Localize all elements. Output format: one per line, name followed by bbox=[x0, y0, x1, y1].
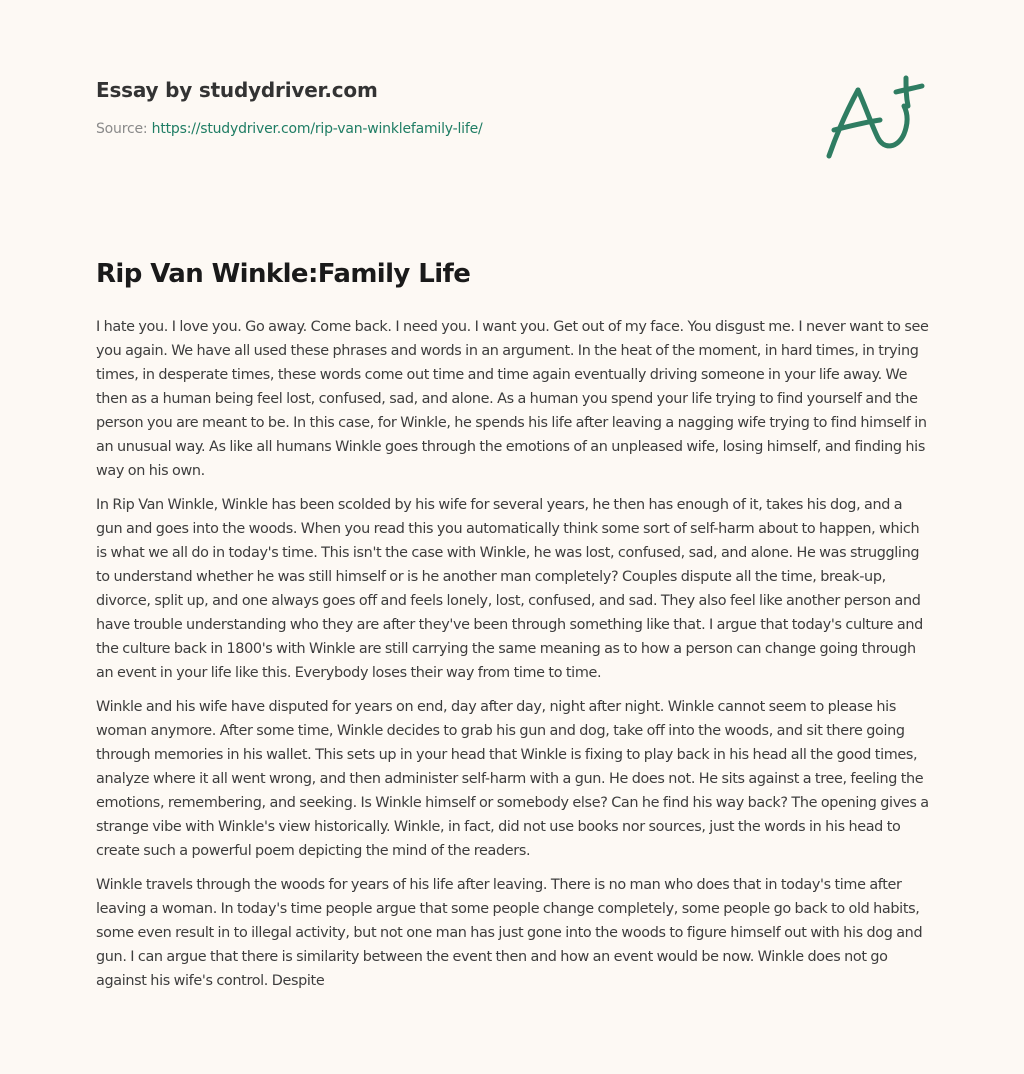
paragraph: Winkle travels through the woods for years of his life after leaving. There is no man who does that in today's time after leaving a woman. In today's time people argue that some people change completely, some people go back to old habits, some even result in to illegal activity, but not one man has just gone into the woods to figure himself out with his dog and gun. I can argue that there is similarity between the event then and how an event would be now. Winkle does not go against his wife's control. Despite bbox=[96, 877, 923, 989]
paragraph: Winkle and his wife have disputed for years on end, day after day, night after night. Winkle cannot seem to please his woman anymore. After some time, Winkle decides to grab his gun and dog, take off into the woods, and sit there going through memories in his wallet. This sets up in your head that Winkle is fixing to play back in his head all the good times, analyze where it all went wrong, and then administer self-harm with a gun. He does not. He sits against a tree, feeling the emotions, remembering, and seeking. Is Winkle himself or somebody else? Can he find his way back? The opening gives a strange vibe with Winkle's view historically. Winkle, in fact, did not use books nor sources, just the words in his head to create such a powerful poem depicting the mind of the readers. bbox=[96, 699, 929, 859]
article-body bbox=[96, 315, 932, 1003]
source-line bbox=[96, 120, 796, 138]
source-label: Source: bbox=[96, 121, 152, 137]
source-link[interactable]: https://studydriver.com/rip-van-winklefamily-life/ bbox=[151, 121, 483, 137]
paragraph: In Rip Van Winkle, Winkle has been scolded by his wife for several years, he then has enough of it, takes his dog, and a gun and goes into the woods. When you read this you automatically think some sort of self-harm about to happen, which is what we all do in today's time. This isn't the case with Winkle, he was lost, confused, sad, and alone. He was struggling to understand whether he was still himself or is he another man completely? Couples dispute all the time, break-up, divorce, split up, and one always goes off and feels lonely, lost, confused, and sad. They also feel like another person and have trouble understanding who they are after they've been through something like that. I argue that today's culture and the culture back in 1800's with Winkle are still carrying the same meaning as to how a person can change going through an event in your life like this. Everybody loses their way from time to time. bbox=[96, 497, 923, 681]
paragraph: I hate you. I love you. Go away. Come back. I need you. I want you. Get out of my face. You disgust me. I never want to see you again. We have all used these phrases and words in an argument. In the heat of the moment, in hard times, in trying times, in desperate times, these words come out time and time again eventually driving someone in your life away. We then as a human being feel lost, confused, sad, and alone. As a human you spend your life trying to find yourself and the person you are meant to be. In this case, for Winkle, he spends his life after leaving a nagging wife trying to find himself in an unusual way. As like all humans Winkle goes through the emotions of an unpleased wife, losing himself, and finding his way on his own. bbox=[96, 319, 929, 479]
site-title: Essay by studydriver.com bbox=[96, 78, 378, 102]
article-title: Rip Van Winkle:Family Life bbox=[96, 259, 471, 289]
a-plus-grade-icon bbox=[822, 68, 928, 164]
page-header bbox=[96, 76, 796, 138]
